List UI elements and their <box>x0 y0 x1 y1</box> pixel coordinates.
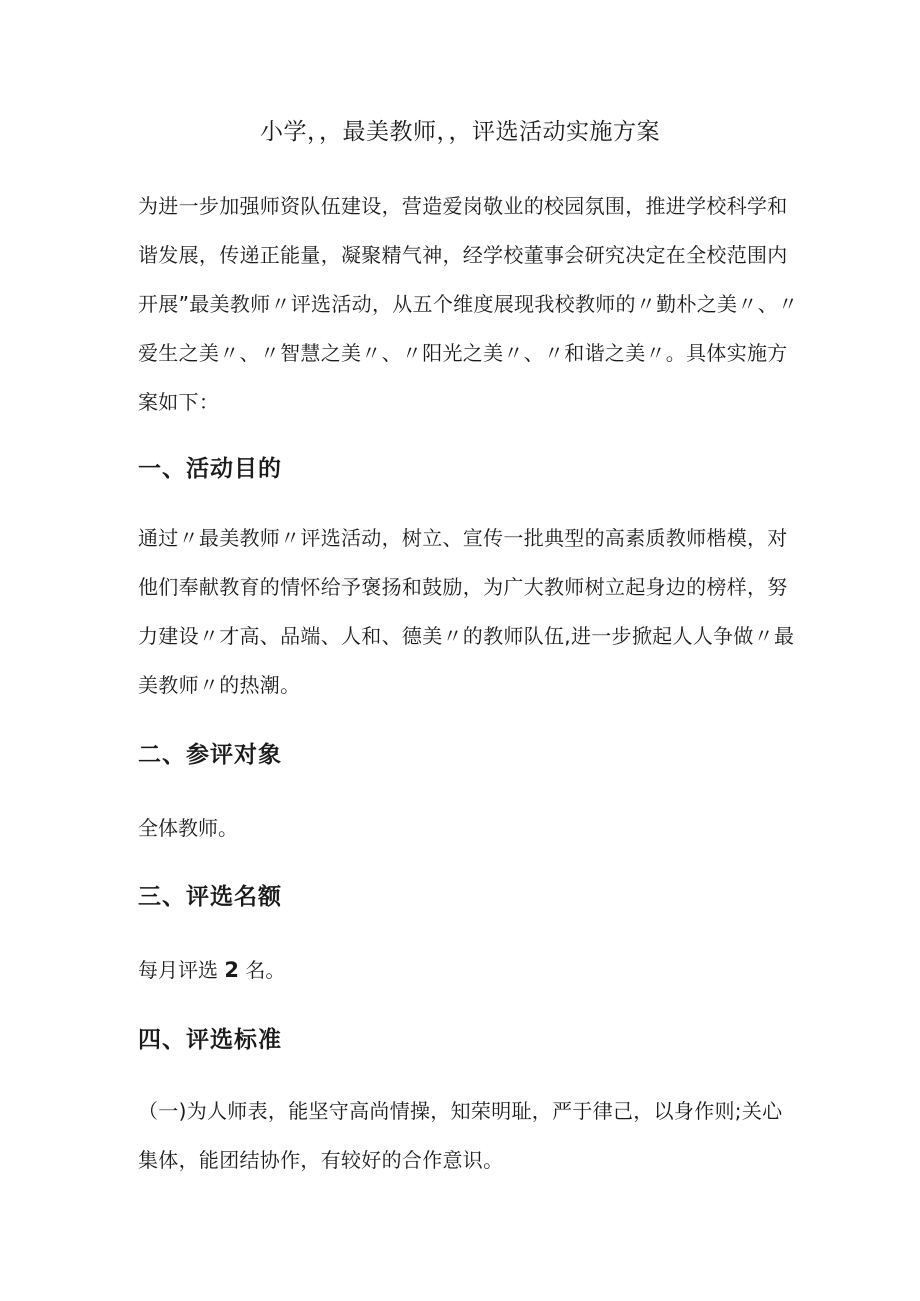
quota-text <box>138 950 285 990</box>
criteria-paragraph <box>138 1087 788 1185</box>
quota-text-prefix: 每月评选 <box>138 958 218 982</box>
purpose-line: 力建设〃才高、品端、人和、德美〃的教师队伍,进一步掀起人人争做〃最 <box>138 624 795 648</box>
document-title: 小学，，最美教师，，评选活动实施方案 <box>260 119 660 145</box>
section-heading-criteria: 四、评选标准 <box>138 1027 282 1053</box>
criteria-line: （一)为人师表，能坚守高尚情操，知荣明耻，严于律己，以身作则;关心 <box>138 1099 783 1123</box>
quota-number: 2 <box>224 958 239 982</box>
criteria-line: 集体，能团结协作，有较好的合作意识。 <box>138 1148 504 1172</box>
section-heading-purpose: 一、活动目的 <box>138 456 282 482</box>
intro-line: 谐发展，传递正能量，凝聚精气神，经学校董事会研究决定在全校范围内 <box>138 243 788 267</box>
purpose-line: 美教师〃的热潮。 <box>138 673 301 697</box>
purpose-paragraph <box>138 514 795 710</box>
intro-line: 为进一步加强师资队伍建设，营造爱岗敬业的校园氛围，推进学校科学和 <box>138 194 788 218</box>
section-heading-participants: 二、参评对象 <box>138 742 282 768</box>
section-heading-quota: 三、评选名额 <box>138 884 282 910</box>
quota-text-suffix: 名。 <box>245 958 286 982</box>
intro-paragraph <box>138 182 799 427</box>
participants-text: 全体教师。 <box>138 816 238 840</box>
purpose-line: 他们奉献教育的情怀给予褒扬和鼓励，为广大教师树立起身边的榜样，努 <box>138 575 788 599</box>
purpose-line: 通过〃最美教师〃评选活动，树立、宣传一批典型的高素质教师楷模，对 <box>138 526 788 550</box>
intro-line: 开展”最美教师〃评选活动，从五个维度展现我校教师的〃勤朴之美〃、〃 <box>138 292 799 316</box>
intro-line: 案如下： <box>138 390 220 414</box>
intro-line: 爱生之美〃、〃智慧之美〃、〃阳光之美〃、〃和谐之美〃。具体实施方 <box>138 341 788 365</box>
